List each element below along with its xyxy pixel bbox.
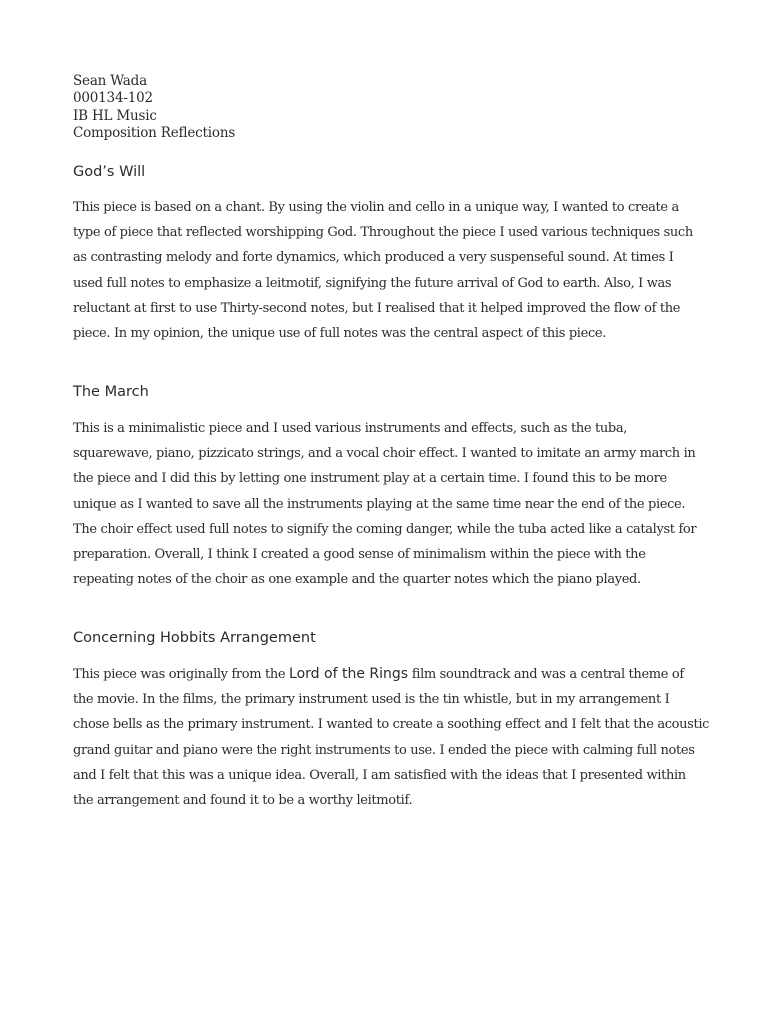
paragraph-line: preparation. Overall, I think I created a good sense of minimalism within the piece with the — [73, 546, 646, 562]
paragraph-line: the piece and I did this by letting one instrument play at a certain time. I found this to be more — [73, 471, 667, 487]
author-name: Sean Wada — [73, 73, 147, 89]
paragraph-line: the arrangement and found it to be a worthy leitmotif. — [73, 792, 413, 808]
paragraph-line: reluctant at first to use Thirty-second notes, but I realised that it helped improved the flow of the — [73, 300, 681, 316]
paragraph-line: and I felt that this was a unique idea. Overall, I am satisfied with the ideas that I presented within — [73, 767, 686, 783]
section-paragraph-concerning-hobbits — [73, 662, 713, 813]
paragraph-line: piece. In my opinion, the unique use of full notes was the central aspect of this piece. — [73, 325, 607, 341]
paragraph-line: squarewave, piano, pizzicato strings, and a vocal choir effect. I wanted to imitate an army march in — [73, 446, 696, 462]
paragraph-line: repeating notes of the choir as one example and the quarter notes which the piano played. — [73, 572, 641, 588]
section-paragraph-the-march — [73, 416, 713, 592]
paragraph-line: This piece is based on a chant. By using the violin and cello in a unique way, I wanted to create a — [73, 200, 679, 215]
film-title-emphasis: Lord of the Rings — [289, 666, 409, 682]
section-heading-gods-will: God’s Will — [73, 164, 146, 180]
first-line-pre: This piece was originally from the — [73, 667, 290, 682]
section-heading-the-march: The March — [73, 384, 149, 400]
paragraph-line: type of piece that reflected worshipping God. Throughout the piece I used various techniques such — [73, 225, 693, 241]
first-line-post: film soundtrack and was a central theme of — [408, 667, 684, 682]
document-header — [73, 73, 235, 143]
paragraph-line: as contrasting melody and forte dynamics, which produced a very suspenseful sound. At times I — [73, 250, 674, 266]
section-paragraph-gods-will — [73, 195, 713, 346]
section-heading-concerning-hobbits: Concerning Hobbits Arrangement — [73, 630, 316, 646]
course-name: IB HL Music — [73, 107, 157, 124]
paragraph-line: unique as I wanted to save all the instruments playing at the same time near the end of the piece. — [73, 496, 686, 512]
paragraph-line — [73, 662, 713, 687]
document-title: Composition Reflections — [73, 125, 236, 142]
paragraph-line: the movie. In the films, the primary instrument used is the tin whistle, but in my arrangement I — [73, 692, 670, 708]
paragraph-line: chose bells as the primary instrument. I wanted to create a soothing effect and I felt that the acoustic — [73, 717, 710, 733]
paragraph-line: This is a minimalistic piece and I used various instruments and effects, such as the tuba, — [73, 421, 628, 436]
student-id: 000134-102 — [73, 90, 153, 107]
paragraph-line: grand guitar and piano were the right instruments to use. I ended the piece with calming full notes — [73, 742, 695, 758]
paragraph-line: The choir effect used full notes to signify the coming danger, while the tuba acted like a catalyst for — [73, 521, 697, 537]
paragraph-line: used full notes to emphasize a leitmotif, signifying the future arrival of God to earth. Also, I was — [73, 275, 672, 291]
